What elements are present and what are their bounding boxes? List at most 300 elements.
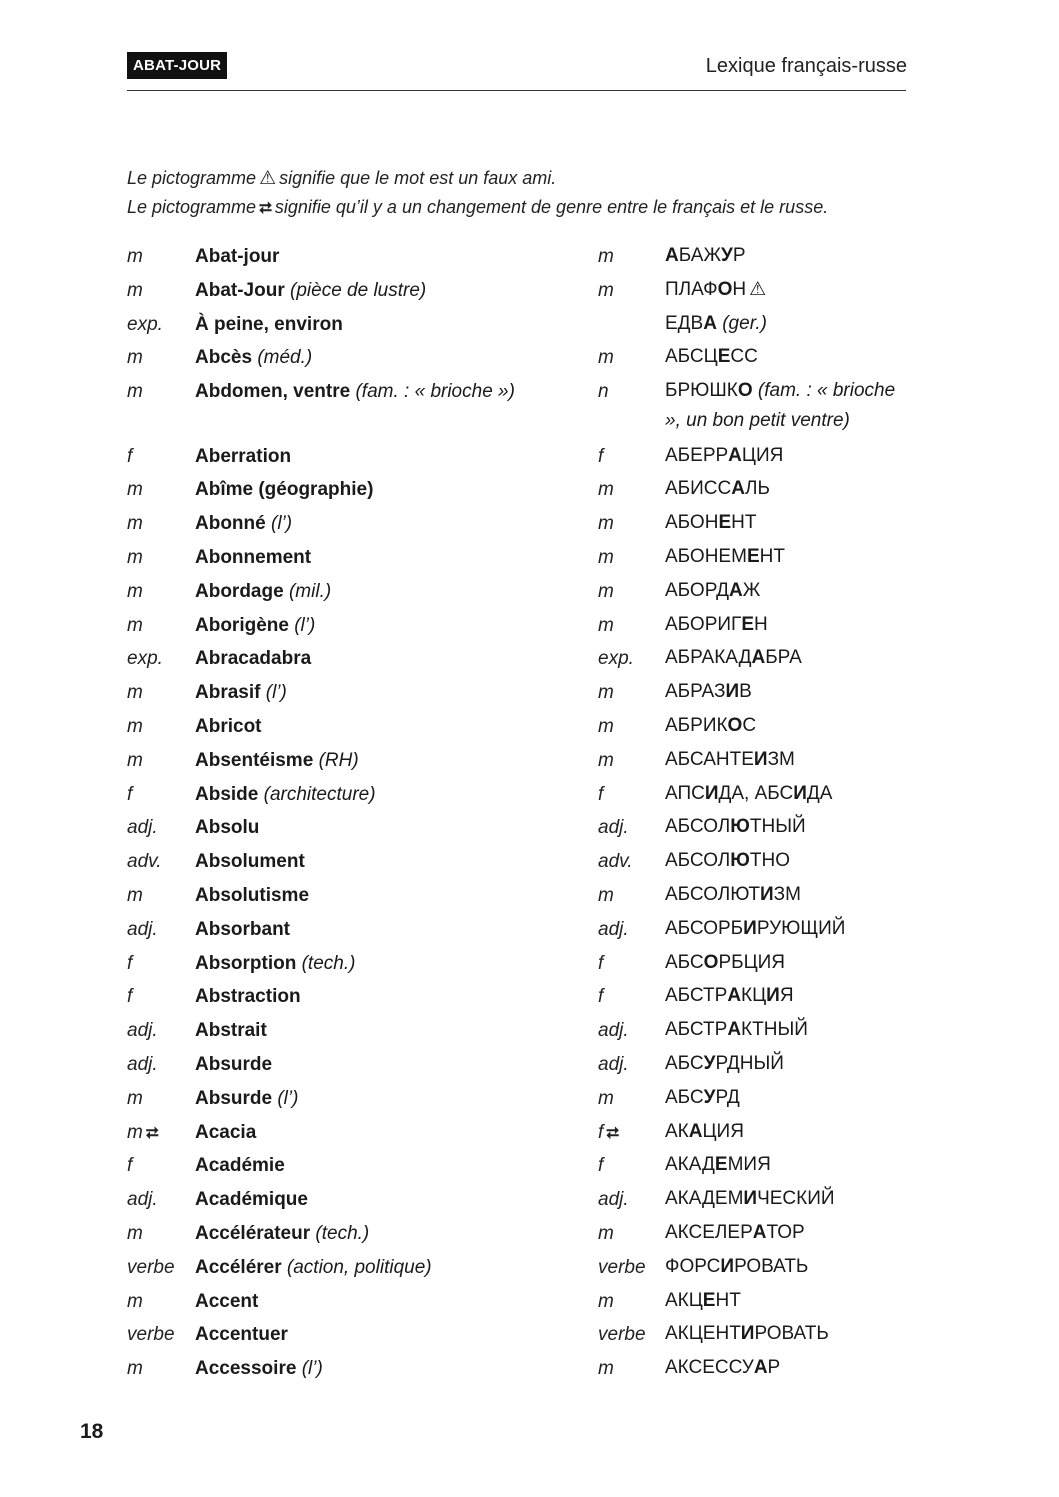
french-term-text: Académie	[195, 1155, 285, 1177]
gender-ru	[598, 609, 614, 642]
french-term-text: Abat-jour	[195, 246, 280, 267]
glossary-row	[127, 1183, 917, 1217]
gender-fr	[127, 710, 143, 743]
gender-ru	[598, 845, 633, 878]
russian-term-part: АБЕРР	[665, 444, 729, 466]
glossary-row	[127, 1014, 917, 1048]
french-term-text: Absurde	[195, 1054, 273, 1076]
gender-ru	[598, 375, 609, 408]
french-term	[195, 1048, 272, 1081]
glossary-row	[127, 473, 917, 507]
gender-ru-label: f	[598, 445, 604, 467]
russian-term	[665, 1116, 915, 1147]
legend-line-false-friend: Le pictogramme ⚠ signifie que le mot est un faux ami.	[127, 164, 828, 193]
stressed-letter: А	[728, 444, 742, 466]
gender-ru-label: m	[598, 279, 614, 301]
russian-term	[665, 744, 915, 775]
gender-fr-label: adj.	[127, 1189, 158, 1211]
french-term	[195, 274, 426, 307]
french-term-text: Absorption	[195, 952, 297, 974]
french-term-text: Accent	[195, 1290, 259, 1312]
russian-term-part: АБС	[665, 1053, 704, 1075]
russian-term	[665, 811, 915, 842]
gender-fr-label: adv.	[127, 851, 162, 873]
gender-fr	[127, 609, 143, 642]
gender-fr-label: adj.	[127, 817, 158, 839]
stressed-letter: И	[725, 681, 740, 703]
gender-ru-label: m	[598, 1087, 614, 1109]
gender-fr-label: m	[127, 347, 143, 369]
russian-term	[665, 778, 915, 809]
russian-term-part: АКСЕССУ	[665, 1357, 754, 1379]
french-term-note: (mil.)	[288, 580, 332, 602]
gender-ru	[598, 440, 603, 473]
gender-ru-label: m	[598, 614, 614, 636]
glossary-row	[127, 1318, 917, 1352]
gender-fr-label: m	[127, 1223, 143, 1245]
gender-fr	[127, 308, 163, 341]
french-term-text: Abîme (géographie)	[195, 479, 374, 501]
russian-term	[665, 375, 915, 436]
gender-ru	[598, 642, 634, 675]
russian-term	[665, 642, 915, 673]
gender-ru	[598, 507, 614, 540]
russian-term	[665, 274, 915, 305]
russian-term	[665, 440, 915, 471]
french-term-text: Absorbant	[195, 918, 290, 940]
french-term	[195, 1251, 432, 1284]
french-term	[195, 341, 312, 374]
french-term	[195, 541, 311, 574]
glossary-row	[127, 1217, 917, 1251]
russian-term-note: (fam. : « brioche », un bon petit ventre)	[665, 380, 896, 432]
gender-ru	[598, 778, 603, 811]
russian-term-part: АБИСС	[665, 478, 732, 500]
glossary-row	[127, 240, 917, 274]
gender-ru-label: verbe	[598, 1324, 646, 1346]
glossary-row	[127, 440, 917, 474]
french-term-note: (l’)	[301, 1358, 323, 1380]
russian-term-part: НТ	[731, 512, 757, 534]
header-badge: ABAT-JOUR	[127, 52, 227, 79]
russian-term-part: ЗМ	[773, 884, 801, 906]
stressed-letter: Ю	[730, 816, 750, 838]
stressed-letter: А	[727, 1019, 742, 1041]
french-term-text: Accentuer	[195, 1324, 288, 1346]
stressed-letter: А	[753, 1357, 768, 1379]
russian-term-part: ЦИЯ	[702, 1120, 744, 1142]
stressed-letter: А	[728, 579, 743, 601]
glossary-row	[127, 575, 917, 609]
russian-term-part: АБСОЛ	[665, 850, 731, 872]
warning-triangle-icon: ⚠	[749, 278, 767, 300]
gender-ru-label: adj.	[598, 1054, 629, 1076]
gender-fr-label: m	[127, 479, 143, 501]
gender-ru-label: m	[598, 513, 614, 535]
russian-term-note: (ger.)	[722, 312, 767, 334]
french-term	[195, 744, 359, 777]
gender-ru-label: m	[598, 547, 614, 569]
stressed-letter: У	[703, 1086, 716, 1108]
french-term-text: Abstrait	[195, 1020, 267, 1042]
french-term-text: Abordage	[195, 580, 284, 602]
french-term	[195, 778, 376, 811]
gender-ru	[598, 1048, 629, 1081]
russian-term-part: АБСАНТЕ	[665, 748, 754, 770]
french-term-note: (architecture)	[263, 783, 376, 805]
stressed-letter: И	[766, 985, 780, 1007]
russian-term-part: НТ	[759, 546, 785, 568]
gender-ru	[598, 1251, 646, 1284]
french-term	[195, 1183, 308, 1216]
gender-ru	[598, 1014, 629, 1047]
gender-fr	[127, 879, 143, 912]
french-term-text: Abracadabra	[195, 648, 312, 670]
glossary-row	[127, 274, 917, 308]
gender-change-icon: ⮂	[606, 1124, 620, 1142]
gender-ru-label: m	[598, 716, 614, 738]
french-term-text: Académique	[195, 1189, 308, 1211]
french-term	[195, 879, 309, 912]
french-term	[195, 1014, 267, 1047]
french-term-note: (tech.)	[301, 952, 356, 974]
gender-ru	[598, 1183, 629, 1216]
legend-intro	[127, 164, 828, 223]
gender-fr	[127, 1014, 158, 1047]
glossary-row	[127, 375, 917, 440]
glossary-row	[127, 778, 917, 812]
russian-term	[665, 845, 915, 876]
gender-ru-label: n	[598, 381, 609, 403]
russian-term-part: АБСОЛЮТ	[665, 884, 760, 906]
gender-ru	[598, 575, 614, 608]
french-term	[195, 811, 259, 844]
glossary-row	[127, 609, 917, 643]
stressed-letter: Е	[702, 1289, 716, 1311]
gender-ru-label: adj.	[598, 1020, 629, 1042]
french-term	[195, 240, 279, 273]
glossary-row	[127, 507, 917, 541]
russian-term-part: ДА	[806, 782, 833, 804]
stressed-letter: И	[743, 1188, 758, 1210]
french-term	[195, 1082, 298, 1115]
gender-fr	[127, 541, 143, 574]
russian-term-part: ТОР	[766, 1222, 805, 1244]
gender-ru-label: f	[598, 986, 604, 1008]
russian-term-part: АБОН	[665, 512, 719, 534]
russian-term-part: АКСЕЛЕР	[665, 1222, 753, 1244]
russian-term-part: ЛЬ	[744, 478, 770, 500]
gender-fr-label: m	[127, 1290, 143, 1312]
gender-fr	[127, 744, 143, 777]
french-term	[195, 913, 290, 946]
russian-term-part: АБСОЛ	[665, 816, 731, 838]
russian-term-part: Р	[732, 245, 746, 266]
gender-ru-label: adj.	[598, 1189, 629, 1211]
gender-fr-label: m	[127, 1121, 143, 1143]
french-term	[195, 1285, 258, 1318]
french-term-text: Abricot	[195, 716, 262, 738]
gender-fr	[127, 811, 158, 844]
gender-fr	[127, 845, 162, 878]
gender-ru-label: m	[598, 246, 614, 267]
russian-term	[665, 240, 915, 271]
gender-fr	[127, 676, 143, 709]
gender-ru	[598, 913, 629, 946]
gender-fr-label: m	[127, 580, 143, 602]
russian-term	[665, 308, 915, 339]
french-term	[195, 642, 311, 675]
russian-term-part: АБСТР	[665, 1019, 728, 1041]
russian-term-part: РДНЫЙ	[715, 1053, 784, 1075]
glossary-row	[127, 1285, 917, 1319]
french-term-text: Absolument	[195, 851, 305, 873]
stressed-letter: Е	[714, 1154, 728, 1176]
french-term-text: Acacia	[195, 1121, 257, 1143]
french-term-text: Aborigène	[195, 614, 289, 636]
french-term	[195, 1149, 285, 1182]
french-term	[195, 440, 291, 473]
glossary-row	[127, 1048, 917, 1082]
header-title: Lexique français-russe	[705, 55, 907, 77]
french-term-note: (l’)	[294, 614, 316, 636]
stressed-letter: И	[743, 917, 757, 939]
russian-term	[665, 913, 915, 944]
russian-term	[665, 575, 915, 606]
russian-term	[665, 980, 915, 1011]
russian-term-part: ПЛАФ	[665, 278, 718, 300]
russian-term-part: РОВАТЬ	[734, 1255, 809, 1277]
gender-ru	[598, 1116, 622, 1150]
gender-ru	[598, 1082, 614, 1115]
gender-ru-label: adj.	[598, 918, 629, 940]
gender-fr-label: m	[127, 749, 143, 771]
stressed-letter: Е	[718, 512, 732, 534]
gender-fr-label: verbe	[127, 1324, 175, 1346]
gender-fr	[127, 1318, 175, 1351]
gender-ru	[598, 240, 614, 273]
french-term	[195, 947, 355, 980]
french-term	[195, 375, 515, 408]
gender-ru-label: f	[598, 1121, 604, 1143]
gender-fr-label: adj.	[127, 1020, 158, 1042]
gender-ru-label: f	[598, 952, 604, 974]
gender-ru-label: m	[598, 580, 614, 602]
russian-term	[665, 1082, 915, 1113]
gender-fr	[127, 1217, 143, 1250]
gender-fr	[127, 507, 143, 540]
gender-fr	[127, 1116, 162, 1150]
stressed-letter: А	[751, 647, 766, 669]
stressed-letter: О	[737, 380, 753, 402]
glossary-row	[127, 1082, 917, 1116]
russian-term-part: Р	[767, 1357, 781, 1379]
stressed-letter: О	[727, 715, 743, 737]
french-term	[195, 845, 305, 878]
french-term-text: Abside	[195, 783, 259, 805]
russian-term-part: ТНЫЙ	[749, 816, 806, 838]
russian-term-part: РД	[715, 1086, 740, 1108]
french-term	[195, 980, 301, 1013]
russian-term-part: АКЦ	[665, 1289, 703, 1311]
gender-fr-label: m	[127, 682, 143, 704]
glossary-row	[127, 341, 917, 375]
gender-fr-label: f	[127, 445, 133, 467]
russian-term-part: В	[739, 681, 752, 703]
gender-fr	[127, 341, 143, 374]
stressed-letter: И	[720, 1255, 735, 1277]
gender-ru-label: f	[598, 1155, 604, 1177]
gender-change-icon: ⮂	[259, 200, 272, 217]
gender-fr-label: adj.	[127, 1054, 158, 1076]
gender-change-icon: ⮂	[145, 1124, 159, 1142]
gender-ru	[598, 473, 614, 506]
french-term-note: (pièce de lustre)	[290, 279, 427, 301]
french-term-text: Abcès	[195, 347, 253, 369]
french-term-note: (l’)	[277, 1087, 299, 1109]
gender-fr-label: m	[127, 614, 143, 636]
gender-fr-label: f	[127, 952, 133, 974]
gender-fr-label: m	[127, 513, 143, 535]
gender-ru-label: m	[598, 347, 614, 369]
french-term	[195, 710, 262, 743]
russian-term-part: ЦИЯ	[741, 444, 784, 466]
gender-fr-label: f	[127, 783, 133, 805]
stressed-letter: Е	[741, 613, 755, 635]
russian-term-part: РУЮЩИЙ	[756, 917, 846, 939]
glossary-row	[127, 1352, 917, 1386]
russian-term	[665, 1285, 915, 1316]
gender-ru-label: f	[598, 783, 604, 805]
russian-term-part: АБОНЕМ	[665, 546, 747, 568]
glossary-row	[127, 642, 917, 676]
russian-term	[665, 1183, 915, 1214]
french-term-text: Abonné	[195, 513, 266, 535]
gender-fr	[127, 947, 132, 980]
russian-term-part: АБРАКАД	[665, 647, 752, 669]
gender-ru-label: exp.	[598, 648, 634, 670]
gender-ru-label: m	[598, 1290, 614, 1312]
russian-term	[665, 341, 915, 372]
russian-term	[665, 473, 915, 504]
glossary-row	[127, 710, 917, 744]
russian-term-part: АБС	[665, 1086, 704, 1108]
russian-term-part: АБРАЗ	[665, 681, 726, 703]
glossary-row	[127, 541, 917, 575]
stressed-letter: А	[665, 245, 679, 266]
french-term-text: Accélérer	[195, 1256, 282, 1278]
gender-fr	[127, 375, 143, 408]
french-term-text: Abonnement	[195, 547, 312, 569]
gender-ru-label: m	[598, 479, 614, 501]
russian-term-part: С	[742, 715, 757, 737]
russian-term	[665, 1014, 915, 1045]
stressed-letter: О	[717, 278, 733, 300]
gender-fr-label: m	[127, 885, 143, 907]
stressed-letter: У	[703, 1053, 716, 1075]
gender-ru-label: m	[598, 682, 614, 704]
gender-fr-label: m	[127, 381, 143, 403]
russian-term	[665, 879, 915, 910]
stressed-letter: И	[793, 782, 807, 804]
russian-term-part: БРА	[765, 647, 802, 669]
gender-fr-label: verbe	[127, 1256, 175, 1278]
gender-fr-label: m	[127, 279, 143, 301]
russian-term-part: АПС	[665, 782, 705, 804]
gender-fr	[127, 440, 132, 473]
gender-fr	[127, 575, 143, 608]
russian-term-part: АК	[665, 1120, 689, 1142]
russian-term-part: ТНО	[749, 850, 790, 872]
russian-term	[665, 1048, 915, 1079]
russian-term	[665, 1318, 915, 1349]
french-term-note: (l’)	[265, 682, 287, 704]
russian-term-part: ЧЕСКИЙ	[757, 1188, 835, 1210]
russian-term-part: АКАД	[665, 1154, 715, 1176]
gender-fr-label: f	[127, 986, 133, 1008]
russian-term-part: РОВАТЬ	[754, 1323, 829, 1345]
stressed-letter: У	[721, 245, 733, 266]
gender-fr-label: f	[127, 1155, 133, 1177]
gender-ru	[598, 879, 614, 912]
gender-ru-label: m	[598, 1223, 614, 1245]
glossary-row	[127, 1116, 917, 1150]
stressed-letter: А	[731, 478, 745, 500]
glossary-row	[127, 845, 917, 879]
gender-fr	[127, 1183, 158, 1216]
russian-term-part: Н	[754, 613, 768, 635]
gender-fr	[127, 274, 143, 307]
gender-fr	[127, 980, 132, 1013]
french-term-note: (l’)	[271, 513, 293, 535]
gender-fr	[127, 1352, 143, 1385]
french-term	[195, 1116, 256, 1149]
russian-term	[665, 710, 915, 741]
gender-fr	[127, 913, 158, 946]
russian-term-part: БРЮШК	[665, 380, 738, 402]
gender-ru	[598, 744, 614, 777]
gender-fr	[127, 1285, 143, 1318]
russian-term-part: АБОРИГ	[665, 613, 742, 635]
stressed-letter: И	[753, 748, 768, 770]
russian-term-part: ФОРС	[665, 1255, 721, 1277]
russian-term-part: РБЦИЯ	[718, 951, 786, 973]
russian-term	[665, 676, 915, 707]
gender-ru	[598, 980, 603, 1013]
stressed-letter: О	[703, 951, 719, 973]
french-term	[195, 676, 287, 709]
russian-term-part: КЦ	[741, 985, 767, 1007]
russian-term-part: Ж	[742, 579, 761, 601]
gender-fr-label: m	[127, 1087, 143, 1109]
stressed-letter: А	[703, 312, 717, 334]
glossary-row	[127, 308, 917, 342]
russian-term-part: Я	[779, 985, 794, 1007]
french-term-note: (tech.)	[315, 1223, 370, 1245]
header-divider	[127, 90, 906, 91]
gender-ru	[598, 1217, 614, 1250]
gender-ru-label: adj.	[598, 817, 629, 839]
stressed-letter: А	[727, 985, 742, 1007]
gender-fr	[127, 473, 143, 506]
glossary-row	[127, 1149, 917, 1183]
french-term-text: Abrasif	[195, 682, 261, 704]
gender-fr	[127, 642, 163, 675]
warning-triangle-icon: ⚠	[259, 168, 277, 189]
french-term	[195, 1352, 323, 1385]
french-term-text: Abdomen, ventre	[195, 381, 351, 403]
french-term	[195, 575, 331, 608]
